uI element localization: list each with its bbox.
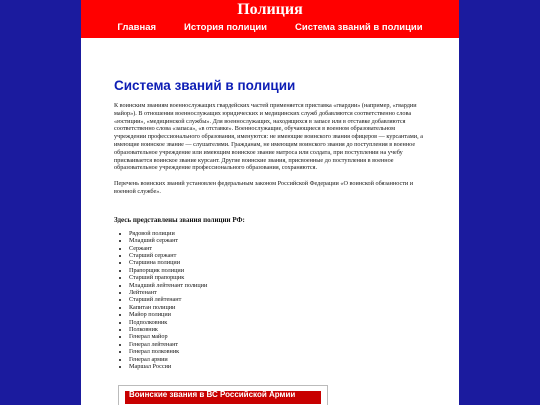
list-item: • Младший лейтенант полиции [129,282,425,289]
list-item: • Подполковник [129,319,425,326]
list-item: • Младший сержант [129,237,425,244]
list-item: • Старшина полиции [129,259,425,266]
list-item: • Прапорщик полиции [129,267,425,274]
list-item: • Генерал майор [129,333,425,340]
page-title: Система званий в полиции [114,78,296,93]
nav-link-history[interactable]: История полиции [184,22,268,33]
list-item: • Маршал России [129,363,425,370]
page-container [81,0,459,405]
list-item: • Капитан полиции [129,304,425,311]
ranks-banner-image [118,385,328,405]
list-item: • Старший прапорщик [129,274,425,281]
list-item: • Рядовой полиции [129,230,425,237]
list-item: • Майор полиции [129,311,425,318]
law-paragraph: Перечень воинских званий установлен федеральным законом Российской Федерации «О воинской обязанности и военной службе». [114,180,414,195]
list-item: • Лейтенант [129,289,425,296]
main-content [81,78,459,370]
ranks-list-heading: Здесь представлены звания полиции РФ: [114,215,245,224]
list-item: • Полковник [129,326,425,333]
list-item: • Старший сержант [129,252,425,259]
main-nav [81,20,459,36]
list-item: • Генерал лейтенант [129,341,425,348]
ranks-list [114,230,425,371]
site-title: Полиция [237,1,303,18]
intro-paragraph: К воинским званиям военнослужащих гвардейских частей применяется приставка «гвардии» (например, «гвардии майор»). В отношении военнослужащих юридических и медицинских служб добавляются соответственно слова «юстиции», «медицинской службы». Для военнослужащих, находящихся в запасе или в отставке добавляются соответственно слова «запаса», «в отставке». Военнослужащие, обучающиеся в военном образовательном учреждении профессионального образования, именуются: не имеющие воинского звания офицеров — курсантами, а имеющие воинское звание — слушателями. Гражданам, не имеющим воинского звания до поступления в военное образовательное учреждение или имеющим воинское звание матроса или солдата, при поступлении на учебу присваивается воинское звание курсант. Другие воинские звания, присвоенные до поступления в военное образовательное учреждение профессионального образования, сохраняются. [114,102,423,172]
nav-link-home[interactable]: Главная [117,22,157,33]
list-item: • Генерал полковник [129,348,425,355]
list-item: • Генерал армии [129,356,425,363]
nav-link-ranks[interactable]: Система званий в полиции [295,22,423,33]
list-item: • Сержант [129,245,425,252]
banner-caption: Воинские звания в ВС Российской Армии [129,390,296,399]
site-header [81,0,459,38]
list-item: • Старший лейтенант [129,296,425,303]
